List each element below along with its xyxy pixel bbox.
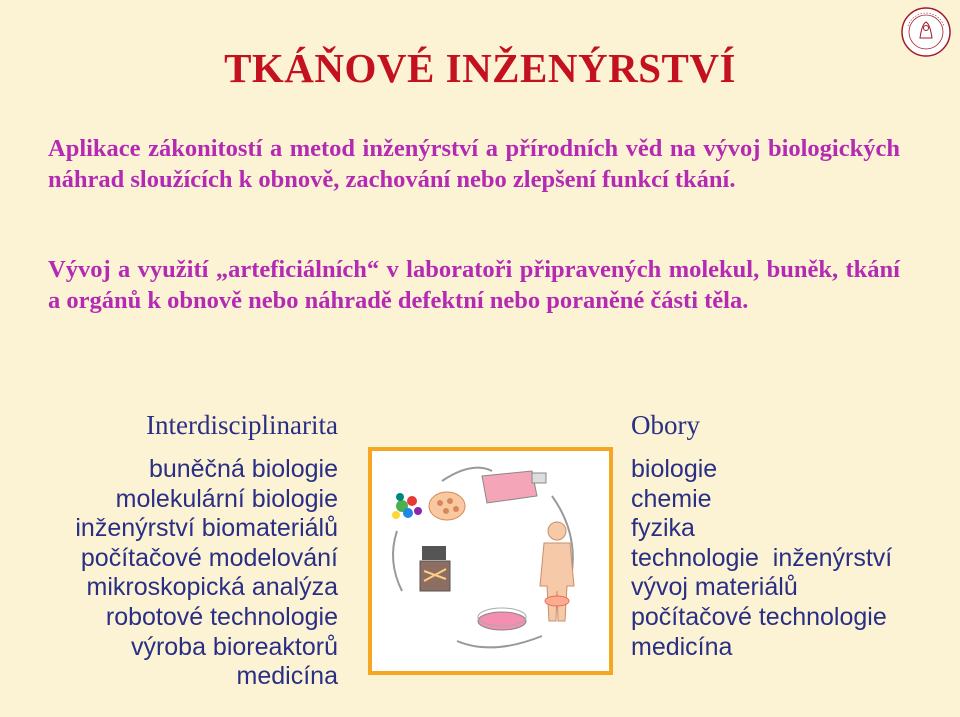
culture-flask-icon: [482, 471, 546, 503]
list-item: inženýrství biomateriálů: [75, 514, 338, 543]
list-item: medicína: [631, 632, 733, 661]
cells-icon: [429, 492, 465, 520]
interdisciplinarity-list: [75, 455, 338, 692]
list-item: medicína: [236, 662, 338, 691]
petri-dish-icon: [478, 608, 526, 630]
interdisciplinarity-heading: Interdisciplinarita: [146, 410, 338, 440]
list-item: počítačové modelování: [80, 543, 338, 572]
list-item: počítačové technologie: [631, 602, 887, 631]
fields-heading: Obory: [631, 410, 700, 440]
definition-paragraph-2: Vývoj a využití „arteficiálních“ v laboratoři připravených molekul, buněk, tkání a orgánů k obnově nebo náhradě defektní nebo poraněné části těla.: [48, 256, 900, 314]
list-item: robotové technologie: [105, 602, 338, 631]
list-item: chemie: [631, 484, 712, 513]
list-item: biologie: [631, 455, 718, 483]
list-item: molekulární biologie: [115, 484, 338, 513]
molecules-icon: [392, 493, 422, 519]
slide-title: TKÁŇOVÉ INŽENÝRSTVÍ: [224, 45, 736, 91]
list-item: vývoj materiálů: [631, 573, 798, 602]
list-item: fyzika: [631, 514, 695, 543]
scaffold-icon: [420, 546, 450, 591]
list-item: mikroskopická analýza: [86, 573, 338, 602]
tissue-engineering-diagram: [368, 447, 613, 675]
list-item: výroba bioreaktorů: [130, 632, 338, 661]
fields-list: [631, 455, 892, 662]
definition-paragraph-1: Aplikace zákonitostí a metod inženýrství a přírodních věd na vývoj biologických náhrad sloužících k obnově, zachování nebo zlepšení funkcí tkání.: [48, 135, 900, 193]
tissue-sample-icon: [545, 596, 569, 606]
list-item: technologie inženýrství: [631, 543, 893, 572]
list-item: buněčná biologie: [148, 455, 338, 483]
